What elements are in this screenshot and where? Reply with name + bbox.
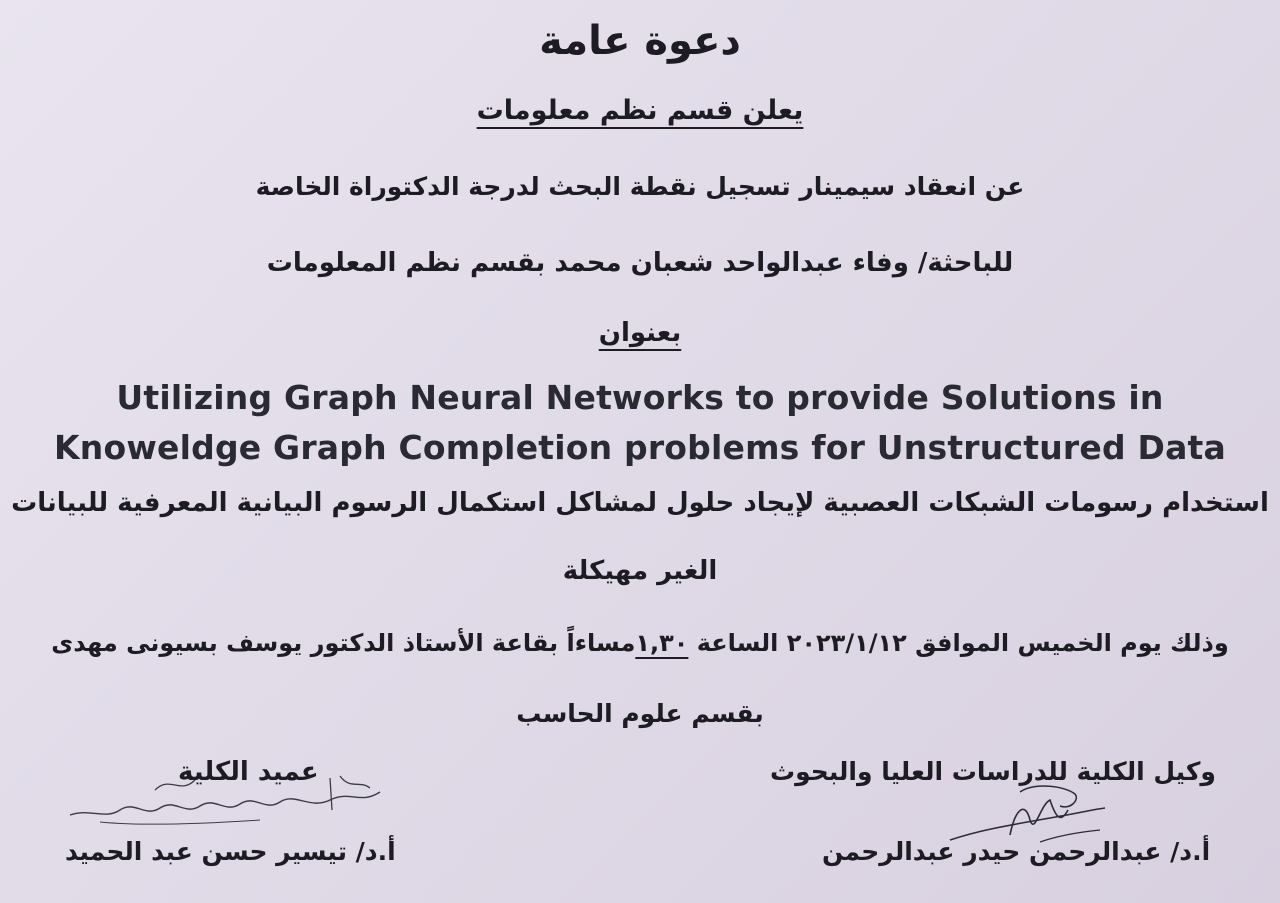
date-suffix: مساءاً بقاعة الأستاذ الدكتور يوسف بسيونى مهدى	[51, 629, 636, 657]
thesis-title-ar-line1: استخدام رسومات الشبكات العصبية لإيجاد حلول لمشاكل استكمال الرسوم البيانية المعرفية للبيانات	[11, 488, 1269, 518]
date-prefix: وذلك يوم الخميس الموافق ٢٠٢٣/١/١٢ الساعة	[696, 629, 1229, 657]
title-label: بعنوان	[598, 318, 682, 348]
announcer-line	[0, 95, 1280, 126]
researcher-line: للباحثة/ وفاء عبدالواحد شعبان محمد بقسم نظم المعلومات	[266, 248, 1014, 278]
thesis-title-ar-line2: الغير مهيكلة	[562, 556, 718, 586]
department-line: بقسم علوم الحاسب	[516, 699, 764, 728]
announcer-text: يعلن قسم نظم معلومات	[476, 95, 804, 126]
dean-title: عميد الكلية	[178, 757, 319, 787]
title-label-line	[0, 318, 1280, 348]
date-time-line	[0, 629, 1280, 657]
thesis-title-en-line2: Knoweldge Graph Completion problems for Unstructured Data	[54, 428, 1226, 467]
seminar-description: عن انعقاد سيمينار تسجيل نقطة البحث لدرجة الدكتوراة الخاصة	[255, 172, 1025, 201]
seminar-time: ١,٣٠	[635, 629, 689, 657]
vice-dean-name: أ.د/ عبدالرحمن حيدر عبدالرحمن	[822, 837, 1211, 866]
vice-dean-title: وكيل الكلية للدراسات العليا والبحوث	[770, 757, 1216, 786]
thesis-title-en-line1: Utilizing Graph Neural Networks to provide Solutions in	[116, 378, 1164, 417]
document-title: دعوة عامة	[539, 18, 741, 64]
dean-name: أ.د/ تيسير حسن عبد الحميد	[65, 837, 396, 866]
